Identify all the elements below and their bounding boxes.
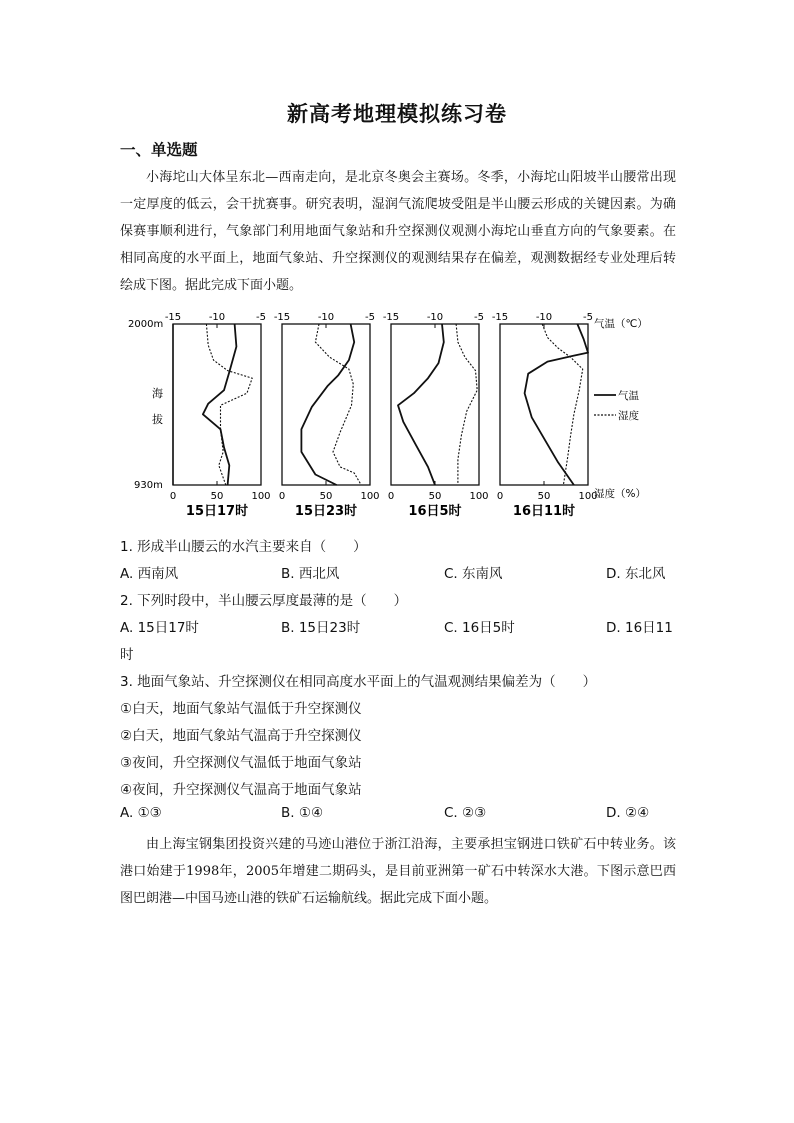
- page-title: 新高考地理模拟练习卷: [287, 101, 507, 126]
- q2-option-a[interactable]: A. 15日17时: [120, 620, 199, 636]
- q3-option-d[interactable]: D. ②④: [606, 805, 650, 821]
- q2-option-d-wrap: 时: [120, 647, 134, 663]
- temperature-axis-label: 气温（℃）: [594, 318, 648, 330]
- panel-frame-2: [282, 324, 370, 485]
- humidity-tick-label: 50: [210, 491, 224, 502]
- panel-label-1: 15日17时: [185, 504, 249, 519]
- altitude-axis-title-2: 拔: [152, 413, 163, 426]
- question-2-stem: 2. 下列时段中，半山腰云厚度最薄的是（ ）: [120, 593, 408, 609]
- humidity-tick-label: 50: [319, 491, 333, 502]
- panel-label-4: 16日11时: [512, 504, 576, 519]
- q3-option-b[interactable]: B. ①④: [281, 805, 324, 821]
- section-heading: 一、单选题: [120, 141, 198, 159]
- temperature-tick-label: -10: [317, 312, 335, 323]
- temperature-tick-label: -15: [491, 312, 509, 323]
- q1-option-d[interactable]: D. 东北风: [606, 566, 666, 582]
- altitude-top-label: 2000m: [128, 319, 164, 330]
- temperature-tick-label: -10: [535, 312, 553, 323]
- humidity-tick-label: 0: [387, 491, 395, 502]
- q2-option-d[interactable]: D. 16日11: [606, 620, 673, 636]
- temperature-tick-label: -5: [256, 312, 266, 323]
- passage-2-text: 由上海宝钢集团投资兴建的马迹山港位于浙江沿海，主要承担宝钢进口铁矿石中转业务。该港口始建于1998年，2005年增建二期码头，是目前亚洲第一矿石中转深水大港。下图示意巴西图巴朗港—中国马迹山港的铁矿石运输航线。据此完成下面小题。: [120, 837, 676, 906]
- q2-option-c[interactable]: C. 16日5时: [444, 620, 515, 636]
- panel-label-2: 15日23时: [294, 504, 358, 519]
- temperature-tick-label: -10: [208, 312, 226, 323]
- question-1-stem: 1. 形成半山腰云的水汽主要来自（ ）: [120, 539, 367, 555]
- temperature-tick-label: -5: [583, 312, 593, 323]
- panel-label-3: 16日5时: [408, 504, 462, 519]
- humidity-line-3: [456, 324, 477, 485]
- legend-temperature-label: 气温: [618, 390, 639, 402]
- humidity-line-1: [206, 324, 252, 485]
- temperature-line-3: [398, 324, 444, 485]
- q3-option-a[interactable]: A. ①③: [120, 805, 162, 821]
- panel-frame-4: [500, 324, 588, 485]
- q3-item-4: ④夜间，升空探测仪气温高于地面气象站: [120, 782, 362, 798]
- passage-1: [120, 164, 676, 299]
- question-3-stem: 3. 地面气象站、升空探测仪在相同高度水平面上的气温观测结果偏差为（ ）: [120, 674, 597, 690]
- temperature-tick-label: -15: [273, 312, 291, 323]
- humidity-tick-label: 50: [537, 491, 551, 502]
- q3-option-c[interactable]: C. ②③: [444, 805, 487, 821]
- humidity-tick-label: 100: [251, 491, 271, 502]
- temperature-line-2: [301, 324, 354, 485]
- panel-frame-1: [173, 324, 261, 485]
- q2-option-b[interactable]: B. 15日23时: [281, 620, 361, 636]
- temperature-tick-label: -15: [164, 312, 182, 323]
- q3-item-1: ①白天，地面气象站气温低于升空探测仪: [120, 701, 362, 717]
- temperature-line-1: [203, 324, 237, 485]
- humidity-line-2: [315, 324, 361, 485]
- q3-item-3: ③夜间，升空探测仪气温低于地面气象站: [120, 755, 362, 771]
- humidity-line-4: [542, 324, 583, 485]
- temperature-tick-label: -15: [382, 312, 400, 323]
- humidity-tick-label: 0: [169, 491, 177, 502]
- passage-2: [120, 831, 676, 912]
- altitude-bottom-label: 930m: [134, 480, 163, 491]
- humidity-tick-label: 0: [496, 491, 504, 502]
- humidity-tick-label: 100: [469, 491, 489, 502]
- humidity-tick-label: 0: [278, 491, 286, 502]
- q3-item-2: ②白天，地面气象站气温高于升空探测仪: [120, 728, 362, 744]
- altitude-profile-figure: [120, 308, 680, 528]
- humidity-tick-label: 100: [360, 491, 380, 502]
- panel-frame-3: [391, 324, 479, 485]
- temperature-tick-label: -10: [426, 312, 444, 323]
- passage-1-text: 小海坨山大体呈东北—西南走向，是北京冬奥会主赛场。冬季，小海坨山阳坡半山腰常出现一定厚度的低云，会干扰赛事。研究表明，湿润气流爬坡受阻是半山腰云形成的关键因素。为确保赛事顺利进行，气象部门利用地面气象站和升空探测仪观测小海坨山垂直方向的气象要素。在相同高度的水平面上，地面气象站、升空探测仪的观测结果存在偏差，观测数据经专业处理后转绘成下图。据此完成下面小题。: [120, 170, 676, 293]
- temperature-line-4: [525, 324, 588, 485]
- altitude-axis-title-1: 海: [152, 387, 163, 400]
- temperature-tick-label: -5: [474, 312, 484, 323]
- humidity-axis-label: 湿度（%）: [594, 488, 646, 500]
- q1-option-b[interactable]: B. 西北风: [281, 566, 340, 582]
- q1-option-a[interactable]: A. 西南风: [120, 566, 179, 582]
- question-3-items: [120, 697, 362, 805]
- humidity-tick-label: 100: [578, 491, 598, 502]
- temperature-tick-label: -5: [365, 312, 375, 323]
- q1-option-c[interactable]: C. 东南风: [444, 566, 503, 582]
- humidity-tick-label: 50: [428, 491, 442, 502]
- legend-humidity-label: 湿度: [618, 410, 639, 422]
